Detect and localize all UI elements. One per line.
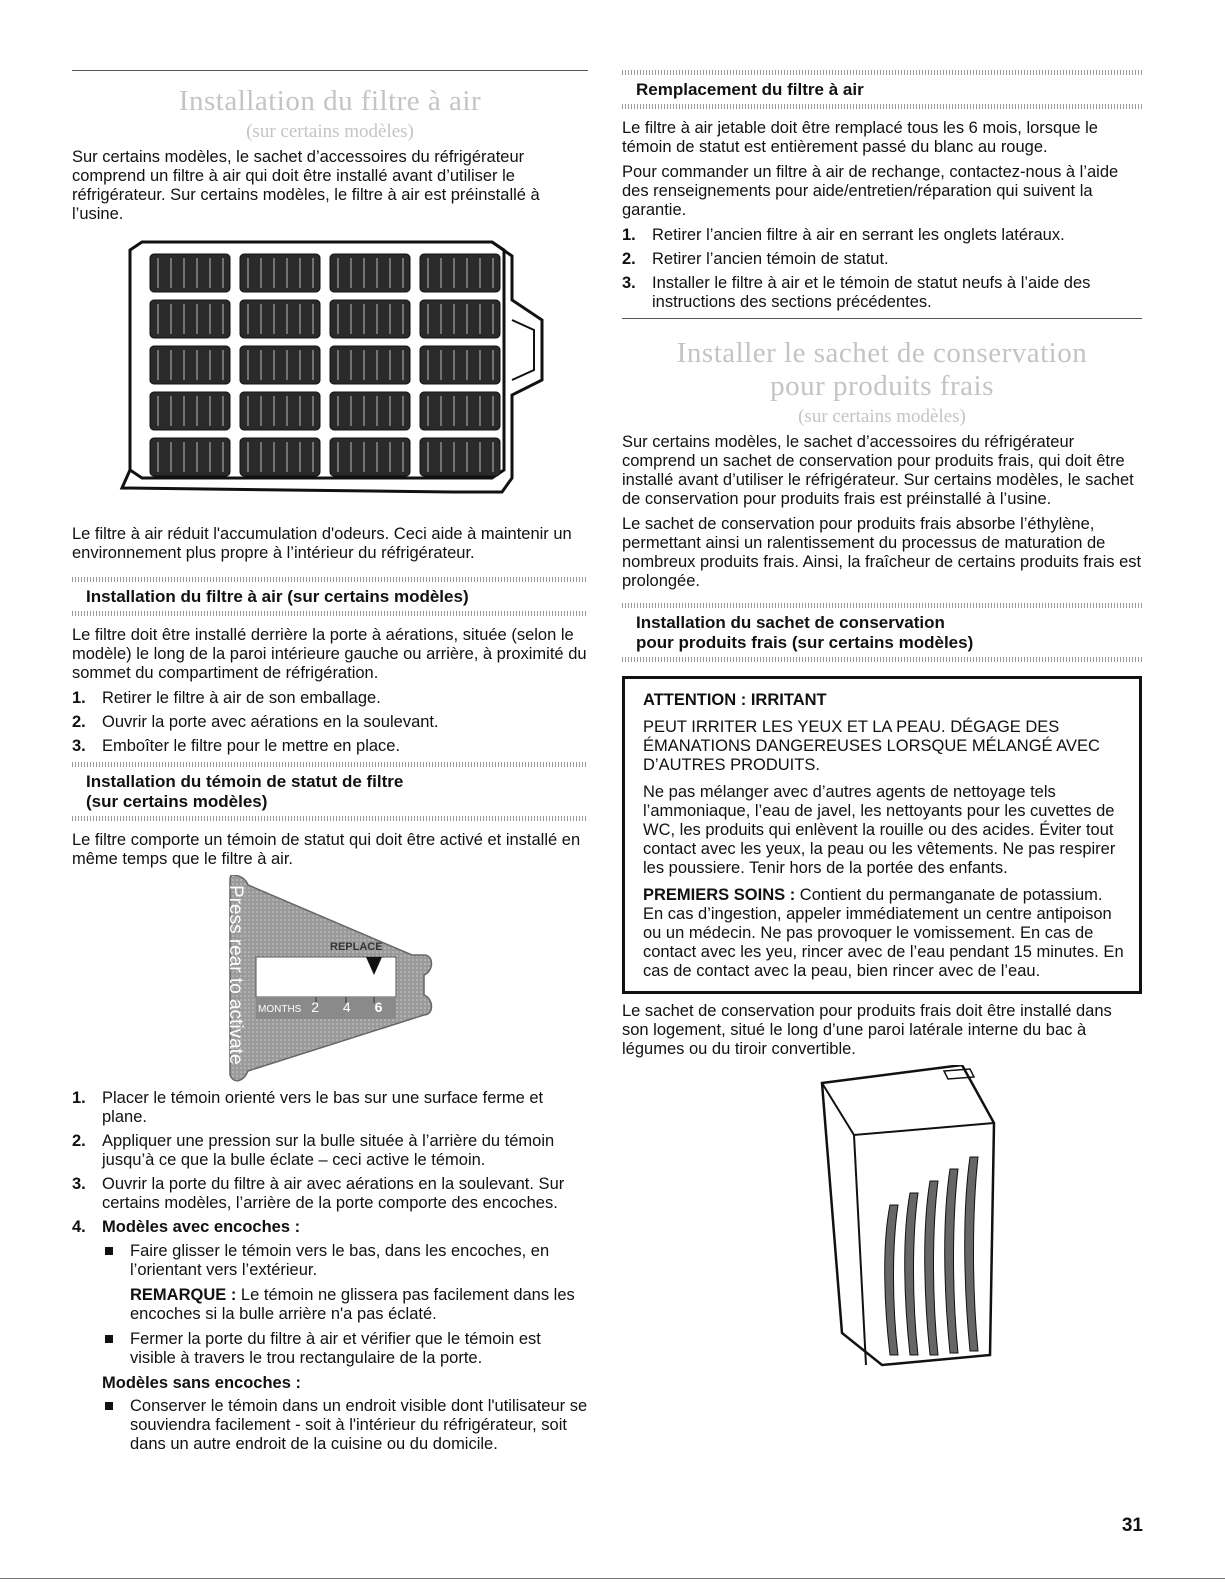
list-item: 2. Ouvrir la porte avec aérations en la soulevant.	[72, 713, 439, 731]
air-filter-intro: Sur certains modèles, le sachet d’accessoires du réfrigérateur comprend un filtre à air qui doit être installé avant d’utiliser le réfrigérateur. Sur certains modèles, le filtre à air est préinstallé à l’usine.	[72, 148, 540, 223]
replace-p2: Pour commander un filtre à air de rechange, contactez-nous à l’aide des renseignements pour aide/entretien/réparation qui suivent la garantie.	[622, 163, 1119, 219]
air-filter-illustration	[72, 230, 588, 515]
produce-preserver-illustration	[622, 1065, 1142, 1375]
status-indicator-steps	[72, 1089, 588, 1237]
left-column	[72, 70, 588, 1460]
replace-label: REPLACE	[330, 941, 383, 953]
section-rule	[622, 318, 1142, 319]
air-filter-caption: Le filtre à air réduit l'accumulation d'odeurs. Ceci aide à maintenir un environnement plus propre à l’intérieur du réfrigérateur.	[72, 525, 572, 562]
notch-bullets	[102, 1242, 588, 1368]
produce-preserver-image	[622, 1065, 1142, 1375]
bullet-square-icon	[105, 1247, 113, 1255]
press-rear-label: Press rear to activate	[225, 885, 246, 1065]
hatch-divider	[72, 816, 588, 821]
page-number: 31	[1121, 1515, 1143, 1536]
after-warning-text: Le sachet de conservation pour produits frais doit être installé dans son logement, situé le long d’une paroi latérale interne du bac à légumes ou du tiroir convertible.	[622, 1002, 1112, 1058]
section-title-air-filter: Installation du filtre à air	[178, 85, 482, 117]
install-filter-steps	[72, 689, 588, 756]
subheading-status-indicator: Installation du témoin de statut de filtre (sur certains modèles)	[86, 772, 404, 811]
list-item: 1. Placer le témoin orienté vers le bas sur une surface ferme et plane.	[72, 1089, 544, 1126]
warning-caps: PEUT IRRITER LES YEUX ET LA PEAU. DÉGAGE DES ÉMANATIONS DANGEREUSES LORSQUE MÉLANGÉ AVEC D’AUTRES PRODUITS.	[643, 718, 1100, 774]
produce-p2: Le sachet de conservation pour produits frais absorbe l’éthylène, permettant ainsi un ralentissement du processus de maturation de nombreux produits frais. Ainsi, la fraîcheur de certains produits frais est prolongée.	[622, 515, 1142, 590]
produce-p1: Sur certains modèles, le sachet d’accessoires du réfrigérateur comprend un sachet de conservation pour produits frais, qui doit être installé avant d’utiliser le réfrigérateur. Sur certains modèles, le sachet de conservation pour produits frais est préinstallé à l’usine.	[622, 433, 1134, 508]
status-indicator-image	[72, 875, 588, 1085]
warning-body: Ne pas mélanger avec d’autres agents de nettoyage tels l’ammoniaque, l’eau de javel, les nettoyants pour les cuvettes de WC, les produits qui enlèvent la rouille ou des acides. Éviter tout contact avec les yeux, la peau ou les vêtements. Ne pas respirer les poussiere. Tenir hors de la portée des enfants.	[643, 783, 1116, 877]
top-rule-left	[72, 70, 588, 71]
right-column	[622, 70, 1142, 1375]
list-item: Fermer la porte du filtre à air et vérifier que le témoin est visible à travers le trou rectangulaire de la porte.	[102, 1330, 588, 1368]
warning-title: ATTENTION : IRRITANT	[643, 691, 827, 709]
list-item: Faire glisser le témoin vers le bas, dans les encoches, en l’orientant vers l’extérieur. REMARQUE : Le témoin ne glissera pas facilement dans les encoches si la bulle arrière n'a pas éclaté.	[102, 1242, 588, 1324]
section-title-produce: Installer le sachet de conservation pour produits frais	[676, 337, 1088, 402]
list-item: 2. Appliquer une pression sur la bulle située à l’arrière du témoin jusqu’à ce que la bulle éclate – ceci active le témoin.	[72, 1132, 555, 1169]
list-item: 4. Modèles avec encoches :	[72, 1218, 301, 1236]
hatch-divider	[72, 611, 588, 616]
list-item: Conserver le témoin dans un endroit visible dont l'utilisateur se souviendra facilement - soit à l'intérieur du réfrigérateur, soit dans un autre endroit de la cuisine ou du domicile.	[102, 1397, 588, 1454]
no-notch-title: Modèles sans encoches :	[102, 1374, 301, 1392]
list-item: 3. Emboîter le filtre pour le mettre en place.	[72, 737, 401, 755]
first-aid: PREMIERS SOINS : Contient du permanganate de potassium. En cas d’ingestion, appeler immédiatement un centre antipoison ou un médecin. Ne pas provoquer le vomissement. En cas de contact avec les yeu, rincer avec de l’eau pendant 15 minutes. En cas de contact avec la peau, bien rincer avec de l’eau.	[643, 886, 1124, 980]
list-item: 1. Retirer le filtre à air de son emballage.	[72, 689, 381, 707]
subheading-replace-filter: Remplacement du filtre à air	[636, 80, 864, 99]
list-item: 3. Ouvrir la porte du filtre à air avec aérations en la soulevant. Sur certains modèles, l’arrière de la porte comporte des encoches.	[72, 1175, 565, 1212]
bullet-square-icon	[105, 1335, 113, 1343]
note: REMARQUE : Le témoin ne glissera pas facilement dans les encoches si la bulle arrière n'a pas éclaté.	[130, 1286, 575, 1323]
warning-box	[622, 676, 1142, 994]
replace-steps	[622, 226, 1142, 312]
hatch-divider	[622, 104, 1142, 109]
status-indicator-body: Le filtre comporte un témoin de statut qui doit être activé et installé en même temps que le filtre à air.	[72, 831, 581, 868]
section-subtitle: (sur certains modèles)	[798, 406, 966, 427]
list-item: 2. Retirer l’ancien témoin de statut.	[622, 250, 889, 268]
replace-p1: Le filtre à air jetable doit être remplacé tous les 6 mois, lorsque le témoin de statut est entièrement passé du blanc au rouge.	[622, 119, 1098, 156]
hatch-divider	[622, 657, 1142, 662]
install-filter-body: Le filtre doit être installé derrière la porte à aérations, située (selon le modèle) le long de la paroi intérieure gauche ou arrière, à proximité du sommet du compartiment de réfrigération.	[72, 626, 587, 682]
page-bottom-rule	[0, 1578, 1225, 1579]
air-filter-image	[72, 230, 588, 515]
list-item: 1. Retirer l’ancien filtre à air en serrant les onglets latéraux.	[622, 226, 1065, 244]
status-indicator-illustration	[72, 875, 588, 1085]
no-notch-bullets	[102, 1397, 588, 1454]
bullet-square-icon	[105, 1402, 113, 1410]
months-scale: MONTHS 2 4 6	[258, 999, 383, 1015]
list-item: 3. Installer le filtre à air et le témoin de statut neufs à l’aide des instructions des sections précédentes.	[622, 274, 1091, 311]
section-subtitle: (sur certains modèles)	[246, 121, 414, 142]
subheading-install-produce: Installation du sachet de conservation pour produits frais (sur certains modèles)	[636, 613, 974, 652]
subheading-install-filter: Installation du filtre à air (sur certains modèles)	[86, 587, 469, 606]
